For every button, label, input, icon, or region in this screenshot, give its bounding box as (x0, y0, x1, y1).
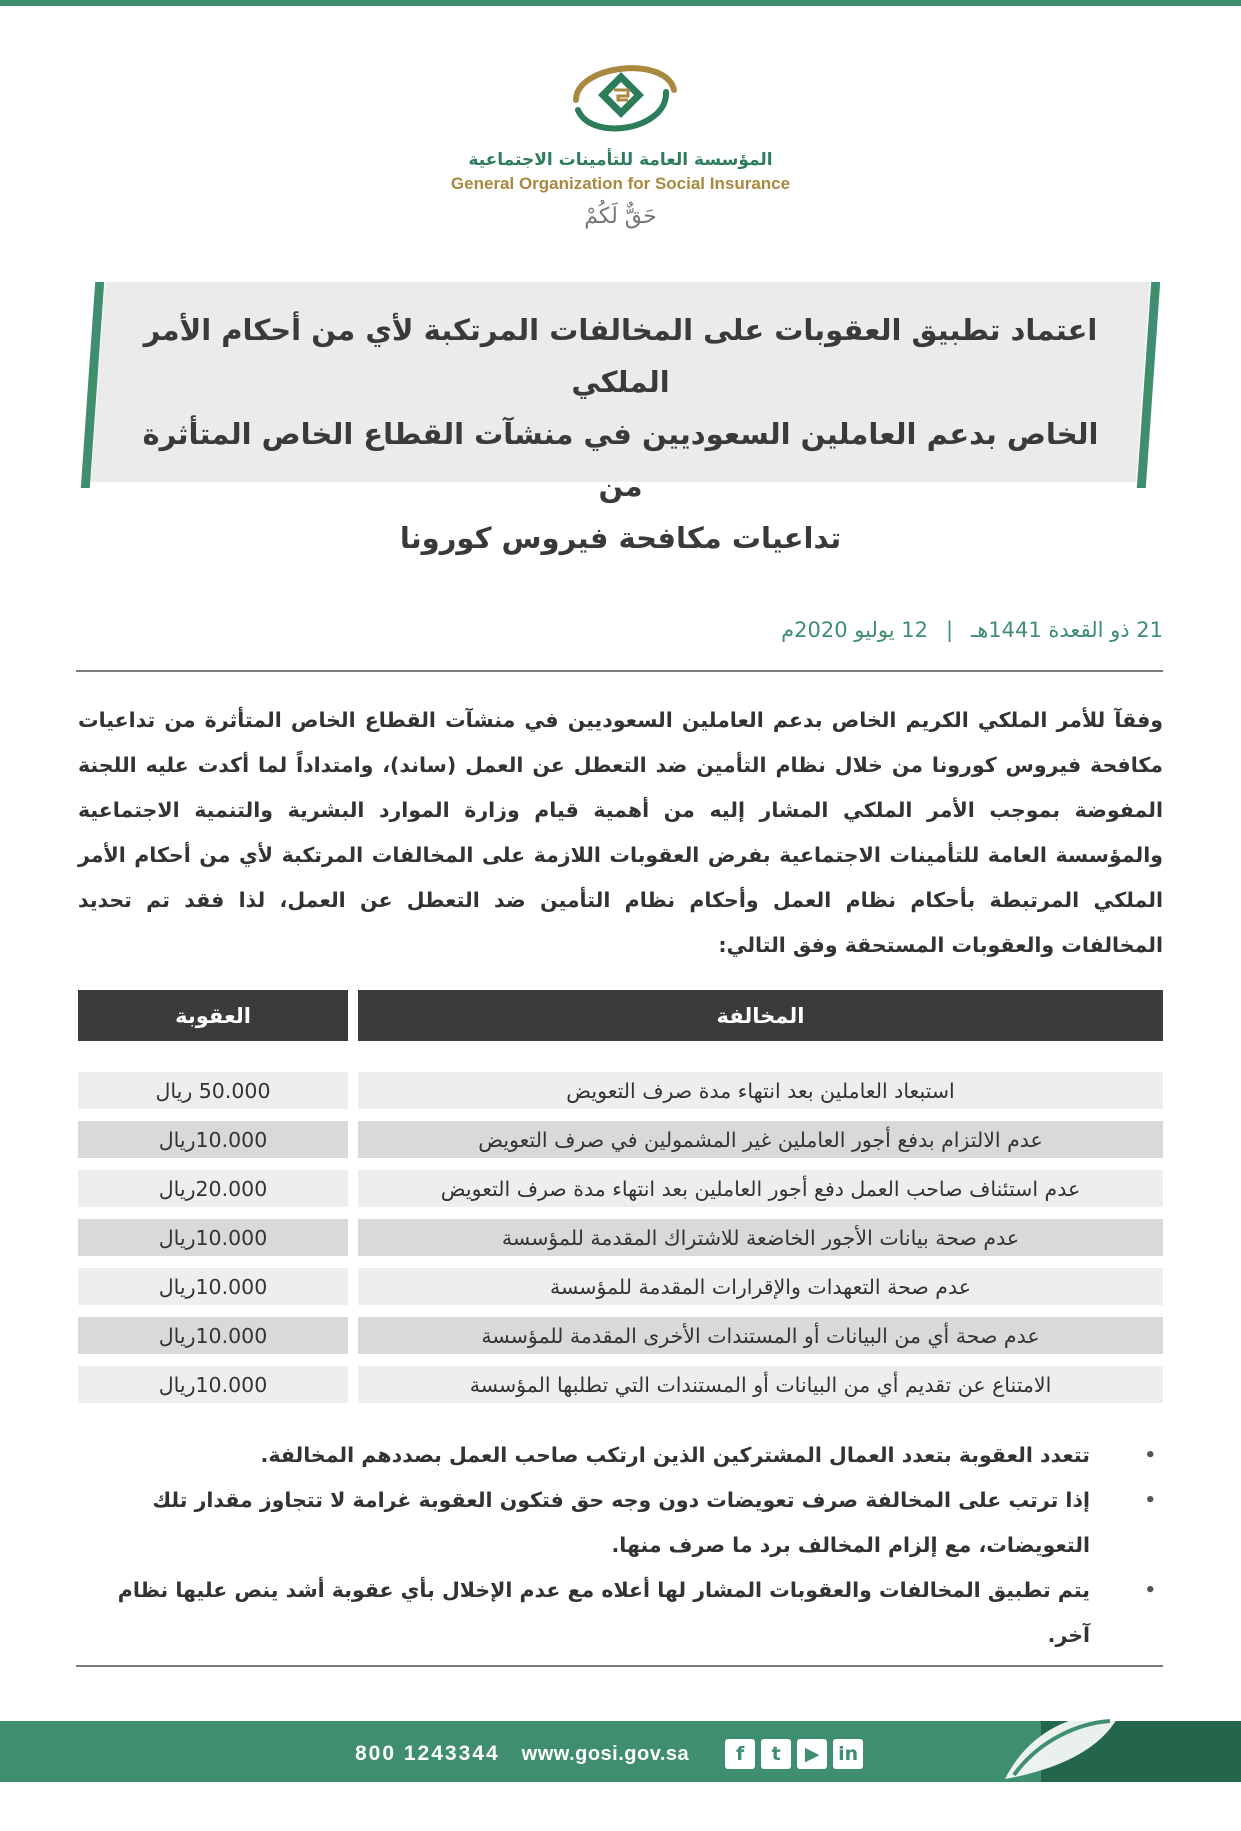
title-line-3: تداعيات مكافحة فيروس كورونا (399, 521, 842, 555)
tagline: حَقٌّ لَكُمْ (584, 204, 657, 229)
table-row-violation: عدم الالتزام بدفع أجور العاملين غير المشمولين في صرف التعويض (358, 1121, 1163, 1158)
table-row-violation: عدم صحة التعهدات والإقرارات المقدمة للمؤسسة (358, 1268, 1163, 1305)
date-separator: | (945, 618, 954, 642)
footer-website-link[interactable]: www.gosi.gov.sa (521, 1742, 690, 1765)
divider-bottom (76, 1665, 1163, 1667)
social-icons (725, 1739, 863, 1769)
linkedin-icon[interactable]: in (833, 1739, 863, 1769)
table-row-penalty: 10.000ريال (78, 1219, 348, 1256)
date-line (781, 618, 1163, 642)
table-row-violation: الامتناع عن تقديم أي من البيانات أو المستندات التي تطلبها المؤسسة (358, 1366, 1163, 1403)
youtube-icon[interactable]: ▶ (797, 1739, 827, 1769)
footer (0, 1721, 1241, 1782)
table-row-penalty: 50.000 ريال (78, 1072, 348, 1109)
notes-list (78, 1433, 1156, 1658)
date-hijri: 21 ذو القعدة 1441هـ (971, 618, 1163, 642)
gosi-logo-icon (556, 50, 686, 142)
footer-phone[interactable]: 800 1243344 (355, 1742, 500, 1765)
note-item: • تتعدد العقوبة بتعدد العمال المشتركين الذين ارتكب صاحب العمل بصددهم المخالفة. (260, 1443, 1156, 1467)
table-row-violation: عدم استئناف صاحب العمل دفع أجور العاملين بعد انتهاء مدة صرف التعويض (358, 1170, 1163, 1207)
top-accent-rule (0, 0, 1241, 6)
facebook-icon[interactable]: f (725, 1739, 755, 1769)
org-name-english: General Organization for Social Insurance (450, 174, 791, 193)
intro-paragraph: وفقآ للأمر الملكي الكريم الخاص بدعم العاملين السعوديين في منشآت القطاع الخاص المتأثرة من تداعيات مكافحة فيروس كورونا من خلال نظام التأمين ضد التعطل عن العمل (ساند)، وامتداداً لما أكدت عليه اللجنة المفوضة بموجب الأمر الملكي المشار إليه من أهمية قيام وزارة الموارد البشرية والتنمية الاجتماعية والمؤسسة العامة للتأمينات الاجتماعية بفرض العقوبات اللازمة على المخالفات المرتكبة لأي من أحكام الأمر الملكي المرتبطة بأحكام نظام العمل وأحكام نظام التأمين ضد التعطل عن العمل، لذا فقد تم تحديد المخالفات والعقوبات المستحقة وفق التالي: (78, 708, 1163, 957)
title-banner (78, 282, 1163, 555)
table-header-violation: المخالفة (358, 990, 1163, 1041)
note-item: • إذا ترتب على المخالفة صرف تعويضات دون وجه حق فتكون العقوبة غرامة لا تتجاوز مقدار تلك التعويضات، مع إلزام المخالف برد ما صرف منها. (152, 1488, 1156, 1557)
document-title (138, 304, 1103, 564)
table-row-penalty: 10.000ريال (78, 1366, 348, 1403)
table-header-penalty: العقوبة (78, 990, 348, 1041)
date-gregorian: 12 يوليو 2020م (781, 618, 928, 642)
table-row-violation: عدم صحة أي من البيانات أو المستندات الأخرى المقدمة للمؤسسة (358, 1317, 1163, 1354)
title-line-1: اعتماد تطبيق العقوبات على المخالفات المرتكبة لأي من أحكام الأمر الملكي (143, 313, 1098, 399)
title-line-2: الخاص بدعم العاملين السعوديين في منشآت القطاع الخاص المتأثرة من (142, 417, 1099, 503)
table-row-violation: استبعاد العاملين بعد انتهاء مدة صرف التعويض (358, 1072, 1163, 1109)
note-item: • يتم تطبيق المخالفات والعقوبات المشار لها أعلاه مع عدم الإخلال بأي عقوبة أشد ينص عليها نظام آخر. (117, 1578, 1156, 1647)
org-name-arabic: المؤسسة العامة للتأمينات الاجتماعية (468, 150, 773, 170)
leaf-decoration-icon (1000, 1699, 1120, 1783)
divider-top (76, 670, 1163, 672)
table-row-penalty: 10.000ريال (78, 1268, 348, 1305)
table-row-penalty: 10.000ريال (78, 1121, 348, 1158)
twitter-icon[interactable]: t (761, 1739, 791, 1769)
table-row-violation: عدم صحة بيانات الأجور الخاضعة للاشتراك المقدمة للمؤسسة (358, 1219, 1163, 1256)
table-row-penalty: 20.000ريال (78, 1170, 348, 1207)
logo-block (0, 50, 1241, 229)
table-row-penalty: 10.000ريال (78, 1317, 348, 1354)
